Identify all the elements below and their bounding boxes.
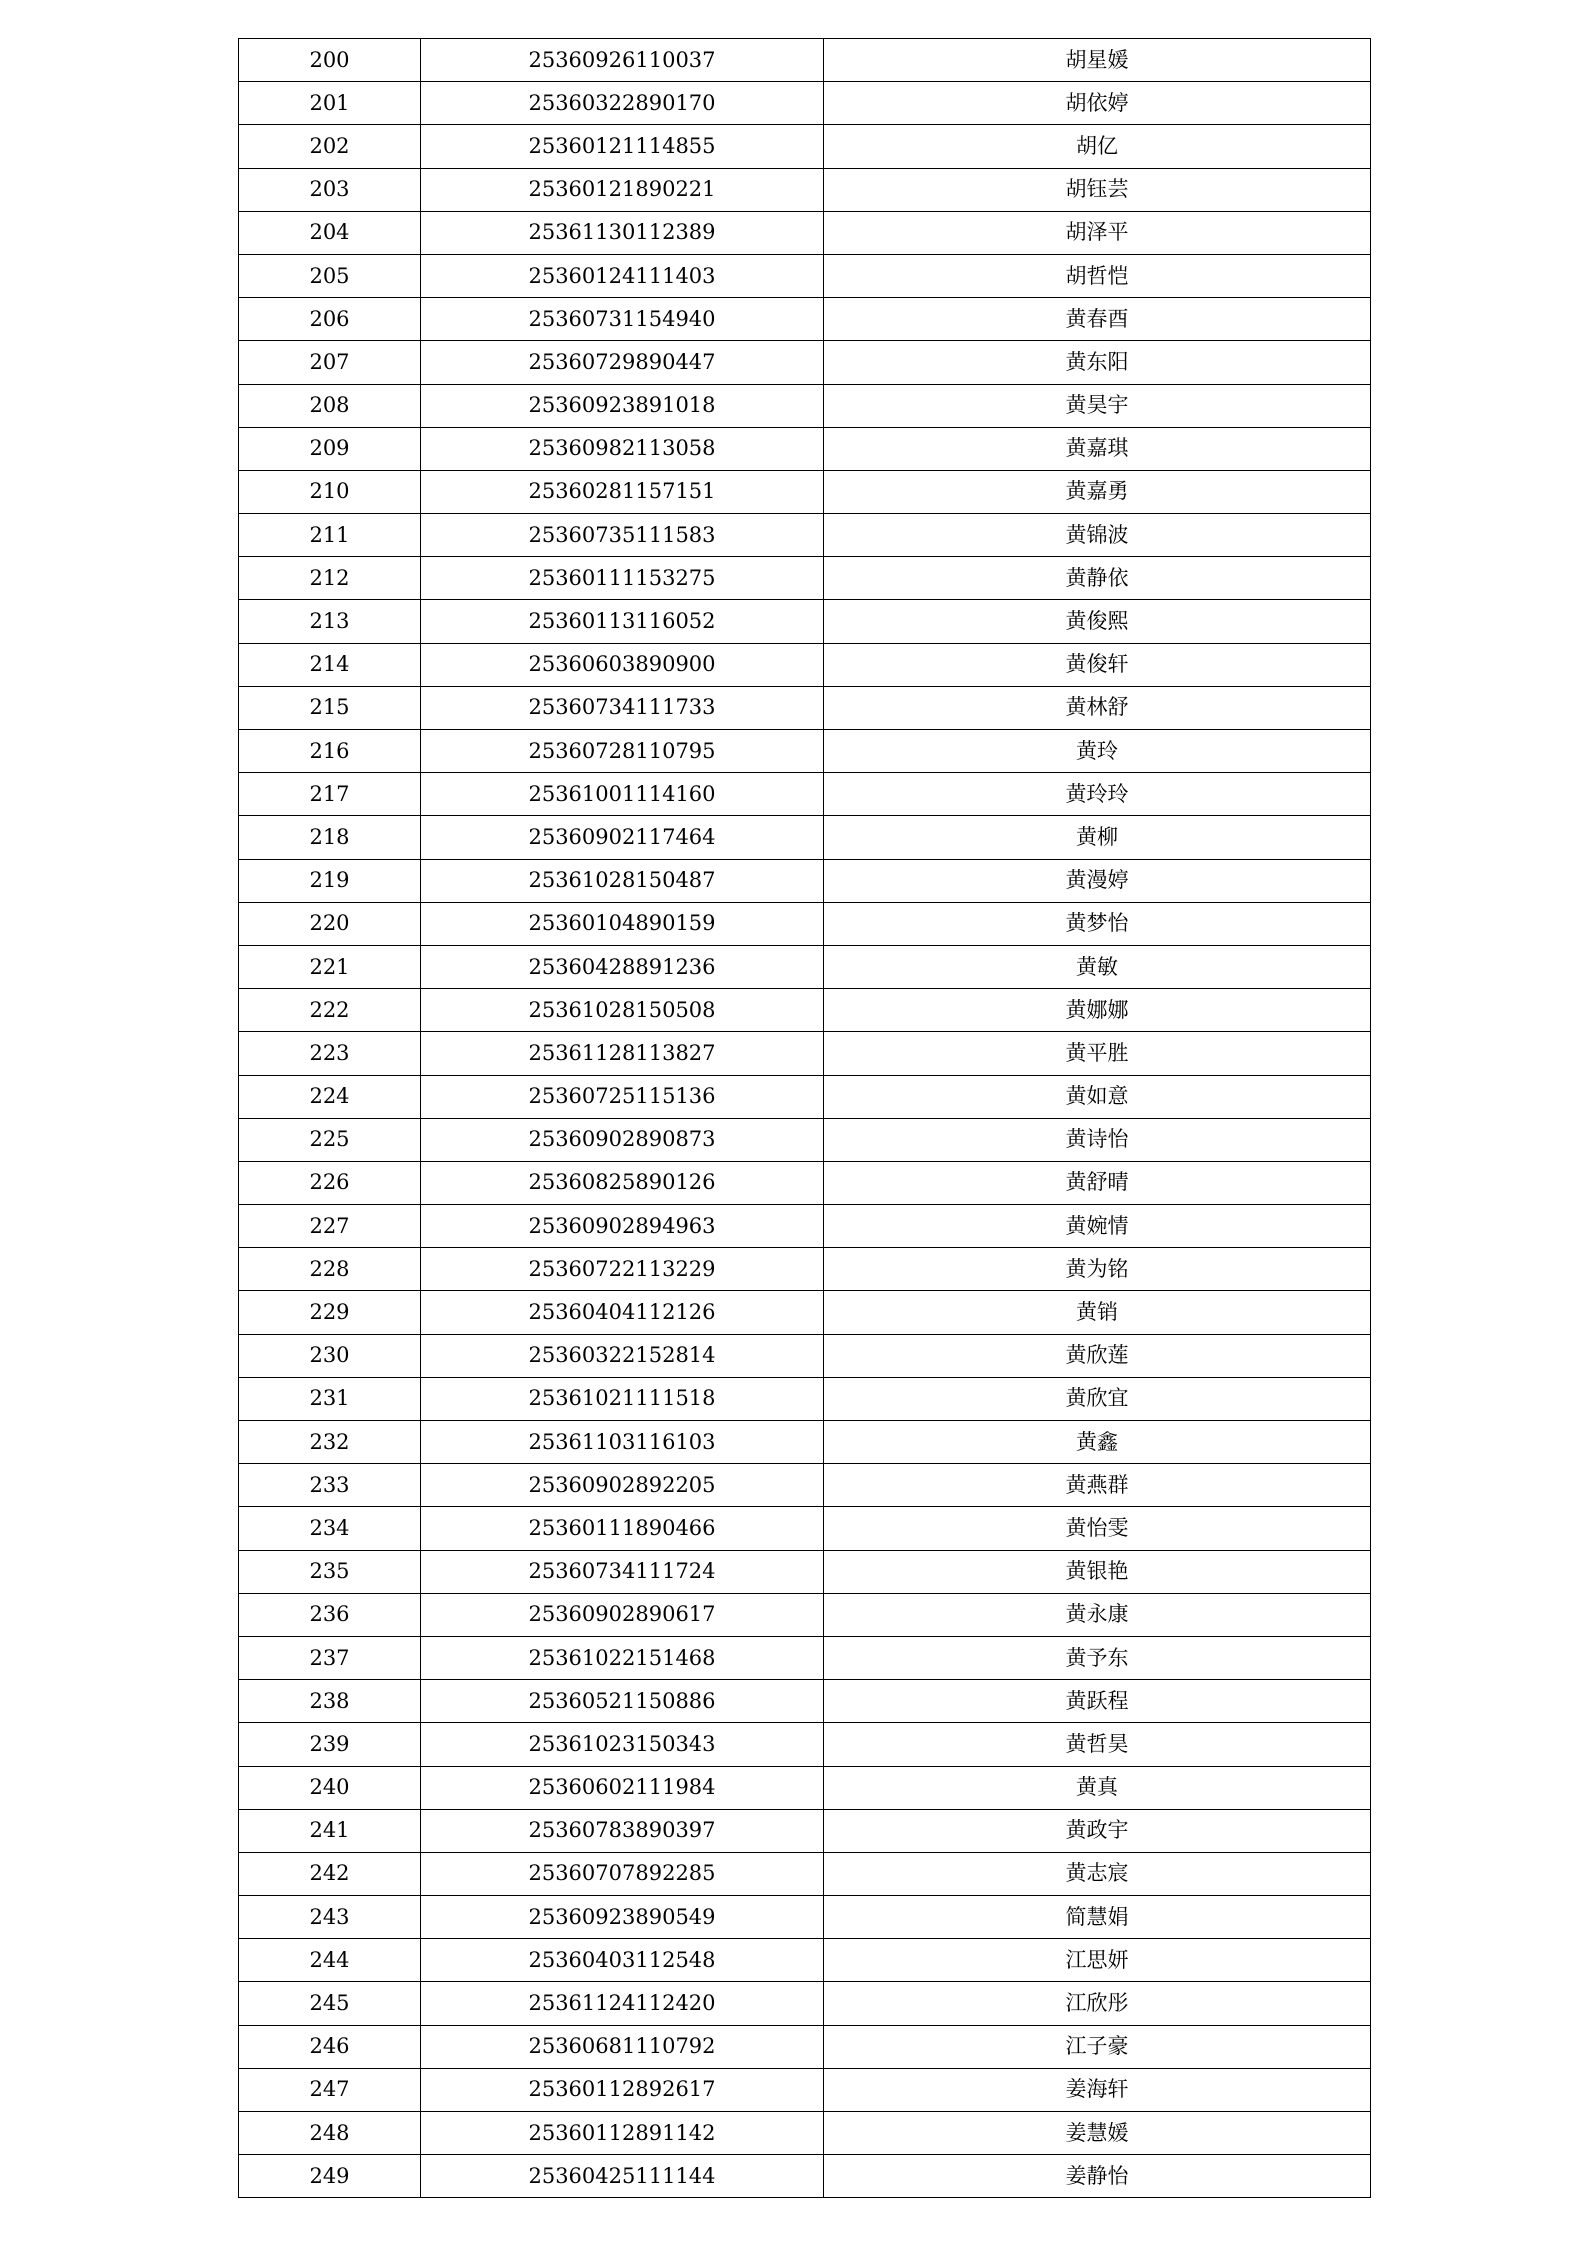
row-number-cell: 202	[239, 125, 421, 168]
row-number-cell: 205	[239, 254, 421, 297]
row-number-cell: 218	[239, 816, 421, 859]
table-row	[239, 557, 1371, 600]
exam-number-cell: 25360322152814	[421, 1334, 824, 1377]
row-number-cell: 207	[239, 341, 421, 384]
exam-number-cell: 25361103116103	[421, 1421, 824, 1464]
table-row	[239, 1507, 1371, 1550]
exam-number-cell: 25361022151468	[421, 1636, 824, 1679]
name-cell: 黄婉情	[824, 1205, 1371, 1248]
name-cell: 简慧娟	[824, 1896, 1371, 1939]
name-cell: 姜海轩	[824, 2068, 1371, 2111]
exam-number-cell: 25360403112548	[421, 1939, 824, 1982]
exam-number-cell: 25361021111518	[421, 1377, 824, 1420]
table-row	[239, 2025, 1371, 2068]
table-row	[239, 1118, 1371, 1161]
name-cell: 黄政宇	[824, 1809, 1371, 1852]
exam-number-cell: 25360707892285	[421, 1852, 824, 1895]
name-cell: 黄银艳	[824, 1550, 1371, 1593]
exam-number-cell: 25360735111583	[421, 514, 824, 557]
row-number-cell: 204	[239, 211, 421, 254]
name-cell: 黄舒晴	[824, 1161, 1371, 1204]
exam-number-cell: 25360112891142	[421, 2112, 824, 2155]
table-row	[239, 2155, 1371, 2198]
name-cell: 姜慧媛	[824, 2112, 1371, 2155]
row-number-cell: 247	[239, 2068, 421, 2111]
row-number-cell: 242	[239, 1852, 421, 1895]
table-row	[239, 1852, 1371, 1895]
row-number-cell: 246	[239, 2025, 421, 2068]
exam-number-cell: 25360902890617	[421, 1593, 824, 1636]
table-row	[239, 816, 1371, 859]
exam-number-cell: 25360111153275	[421, 557, 824, 600]
row-number-cell: 210	[239, 470, 421, 513]
table-row	[239, 1550, 1371, 1593]
name-cell: 黄真	[824, 1766, 1371, 1809]
row-number-cell: 200	[239, 39, 421, 82]
exam-number-cell: 25360112892617	[421, 2068, 824, 2111]
exam-number-cell: 25360731154940	[421, 298, 824, 341]
name-cell: 黄柳	[824, 816, 1371, 859]
row-number-cell: 221	[239, 945, 421, 988]
name-cell: 胡钰芸	[824, 168, 1371, 211]
row-number-cell: 234	[239, 1507, 421, 1550]
table-row	[239, 686, 1371, 729]
name-cell: 黄哲昊	[824, 1723, 1371, 1766]
candidate-table-body	[239, 39, 1371, 2198]
table-row	[239, 1421, 1371, 1464]
name-cell: 黄燕群	[824, 1464, 1371, 1507]
table-row	[239, 514, 1371, 557]
table-row	[239, 1593, 1371, 1636]
exam-number-cell: 25361028150487	[421, 859, 824, 902]
name-cell: 黄志宸	[824, 1852, 1371, 1895]
candidate-table	[238, 38, 1371, 2198]
row-number-cell: 227	[239, 1205, 421, 1248]
table-row	[239, 1766, 1371, 1809]
table-row	[239, 1723, 1371, 1766]
row-number-cell: 241	[239, 1809, 421, 1852]
row-number-cell: 237	[239, 1636, 421, 1679]
table-row	[239, 1075, 1371, 1118]
exam-number-cell: 25360681110792	[421, 2025, 824, 2068]
row-number-cell: 248	[239, 2112, 421, 2155]
row-number-cell: 223	[239, 1032, 421, 1075]
name-cell: 黄诗怡	[824, 1118, 1371, 1161]
row-number-cell: 232	[239, 1421, 421, 1464]
name-cell: 黄欣宜	[824, 1377, 1371, 1420]
exam-number-cell: 25360121114855	[421, 125, 824, 168]
name-cell: 黄永康	[824, 1593, 1371, 1636]
row-number-cell: 213	[239, 600, 421, 643]
exam-number-cell: 25360902892205	[421, 1464, 824, 1507]
exam-number-cell: 25361124112420	[421, 1982, 824, 2025]
table-row	[239, 168, 1371, 211]
exam-number-cell: 25360121890221	[421, 168, 824, 211]
name-cell: 姜静怡	[824, 2155, 1371, 2198]
name-cell: 胡泽平	[824, 211, 1371, 254]
name-cell: 黄销	[824, 1291, 1371, 1334]
exam-number-cell: 25360923890549	[421, 1896, 824, 1939]
name-cell: 黄欣莲	[824, 1334, 1371, 1377]
table-row	[239, 989, 1371, 1032]
exam-number-cell: 25360104890159	[421, 902, 824, 945]
row-number-cell: 220	[239, 902, 421, 945]
name-cell: 胡星媛	[824, 39, 1371, 82]
row-number-cell: 243	[239, 1896, 421, 1939]
exam-number-cell: 25360783890397	[421, 1809, 824, 1852]
table-row	[239, 470, 1371, 513]
name-cell: 黄敏	[824, 945, 1371, 988]
name-cell: 黄漫婷	[824, 859, 1371, 902]
exam-number-cell: 25361128113827	[421, 1032, 824, 1075]
table-row	[239, 1032, 1371, 1075]
table-row	[239, 1205, 1371, 1248]
exam-number-cell: 25360722113229	[421, 1248, 824, 1291]
exam-number-cell: 25360124111403	[421, 254, 824, 297]
row-number-cell: 201	[239, 82, 421, 125]
name-cell: 胡依婷	[824, 82, 1371, 125]
table-row	[239, 1464, 1371, 1507]
exam-number-cell: 25360281157151	[421, 470, 824, 513]
exam-number-cell: 25360902117464	[421, 816, 824, 859]
table-row	[239, 643, 1371, 686]
row-number-cell: 229	[239, 1291, 421, 1334]
row-number-cell: 209	[239, 427, 421, 470]
exam-number-cell: 25360113116052	[421, 600, 824, 643]
table-row	[239, 773, 1371, 816]
table-row	[239, 211, 1371, 254]
table-row	[239, 1291, 1371, 1334]
table-row	[239, 1377, 1371, 1420]
name-cell: 黄静依	[824, 557, 1371, 600]
row-number-cell: 217	[239, 773, 421, 816]
name-cell: 黄春酉	[824, 298, 1371, 341]
name-cell: 黄怡雯	[824, 1507, 1371, 1550]
exam-number-cell: 25361130112389	[421, 211, 824, 254]
table-row	[239, 427, 1371, 470]
table-row	[239, 1248, 1371, 1291]
table-row	[239, 902, 1371, 945]
name-cell: 江欣彤	[824, 1982, 1371, 2025]
row-number-cell: 233	[239, 1464, 421, 1507]
name-cell: 黄玲	[824, 730, 1371, 773]
name-cell: 黄予东	[824, 1636, 1371, 1679]
row-number-cell: 245	[239, 1982, 421, 2025]
name-cell: 黄锦波	[824, 514, 1371, 557]
exam-number-cell: 25360734111733	[421, 686, 824, 729]
exam-number-cell: 25360428891236	[421, 945, 824, 988]
row-number-cell: 222	[239, 989, 421, 1032]
name-cell: 江子豪	[824, 2025, 1371, 2068]
table-row	[239, 298, 1371, 341]
row-number-cell: 216	[239, 730, 421, 773]
exam-number-cell: 25361001114160	[421, 773, 824, 816]
name-cell: 黄跃程	[824, 1680, 1371, 1723]
row-number-cell: 215	[239, 686, 421, 729]
row-number-cell: 225	[239, 1118, 421, 1161]
row-number-cell: 226	[239, 1161, 421, 1204]
exam-number-cell: 25360923891018	[421, 384, 824, 427]
table-row	[239, 1809, 1371, 1852]
name-cell: 胡亿	[824, 125, 1371, 168]
row-number-cell: 231	[239, 1377, 421, 1420]
exam-number-cell: 25360425111144	[421, 2155, 824, 2198]
table-row	[239, 1896, 1371, 1939]
name-cell: 黄嘉勇	[824, 470, 1371, 513]
table-row	[239, 384, 1371, 427]
exam-number-cell: 25360521150886	[421, 1680, 824, 1723]
table-row	[239, 2112, 1371, 2155]
name-cell: 黄鑫	[824, 1421, 1371, 1464]
table-row	[239, 1161, 1371, 1204]
exam-number-cell: 25360825890126	[421, 1161, 824, 1204]
table-row	[239, 2068, 1371, 2111]
row-number-cell: 240	[239, 1766, 421, 1809]
name-cell: 黄嘉琪	[824, 427, 1371, 470]
row-number-cell: 228	[239, 1248, 421, 1291]
row-number-cell: 239	[239, 1723, 421, 1766]
row-number-cell: 208	[239, 384, 421, 427]
name-cell: 黄梦怡	[824, 902, 1371, 945]
exam-number-cell: 25360902890873	[421, 1118, 824, 1161]
exam-number-cell: 25360728110795	[421, 730, 824, 773]
exam-number-cell: 25360111890466	[421, 1507, 824, 1550]
name-cell: 黄为铭	[824, 1248, 1371, 1291]
name-cell: 黄玲玲	[824, 773, 1371, 816]
table-row	[239, 1982, 1371, 2025]
row-number-cell: 206	[239, 298, 421, 341]
exam-number-cell: 25360982113058	[421, 427, 824, 470]
row-number-cell: 238	[239, 1680, 421, 1723]
table-row	[239, 254, 1371, 297]
table-row	[239, 1939, 1371, 1982]
row-number-cell: 212	[239, 557, 421, 600]
name-cell: 黄平胜	[824, 1032, 1371, 1075]
exam-number-cell: 25360404112126	[421, 1291, 824, 1334]
row-number-cell: 203	[239, 168, 421, 211]
table-row	[239, 1680, 1371, 1723]
row-number-cell: 249	[239, 2155, 421, 2198]
name-cell: 黄如意	[824, 1075, 1371, 1118]
exam-number-cell: 25360926110037	[421, 39, 824, 82]
exam-number-cell: 25360725115136	[421, 1075, 824, 1118]
name-cell: 黄东阳	[824, 341, 1371, 384]
row-number-cell: 235	[239, 1550, 421, 1593]
table-row	[239, 39, 1371, 82]
row-number-cell: 211	[239, 514, 421, 557]
row-number-cell: 224	[239, 1075, 421, 1118]
name-cell: 黄昊宇	[824, 384, 1371, 427]
row-number-cell: 230	[239, 1334, 421, 1377]
row-number-cell: 236	[239, 1593, 421, 1636]
name-cell: 胡哲恺	[824, 254, 1371, 297]
row-number-cell: 214	[239, 643, 421, 686]
table-row	[239, 82, 1371, 125]
exam-number-cell: 25360734111724	[421, 1550, 824, 1593]
name-cell: 黄俊熙	[824, 600, 1371, 643]
table-row	[239, 600, 1371, 643]
exam-number-cell: 25361028150508	[421, 989, 824, 1032]
table-row	[239, 730, 1371, 773]
table-row	[239, 945, 1371, 988]
row-number-cell: 219	[239, 859, 421, 902]
exam-number-cell: 25360603890900	[421, 643, 824, 686]
exam-number-cell: 25360322890170	[421, 82, 824, 125]
row-number-cell: 244	[239, 1939, 421, 1982]
exam-number-cell: 25360902894963	[421, 1205, 824, 1248]
name-cell: 江思妍	[824, 1939, 1371, 1982]
exam-number-cell: 25360729890447	[421, 341, 824, 384]
table-row	[239, 341, 1371, 384]
name-cell: 黄俊轩	[824, 643, 1371, 686]
exam-number-cell: 25361023150343	[421, 1723, 824, 1766]
table-row	[239, 1334, 1371, 1377]
table-row	[239, 125, 1371, 168]
table-row	[239, 1636, 1371, 1679]
exam-number-cell: 25360602111984	[421, 1766, 824, 1809]
name-cell: 黄林舒	[824, 686, 1371, 729]
table-row	[239, 859, 1371, 902]
name-cell: 黄娜娜	[824, 989, 1371, 1032]
